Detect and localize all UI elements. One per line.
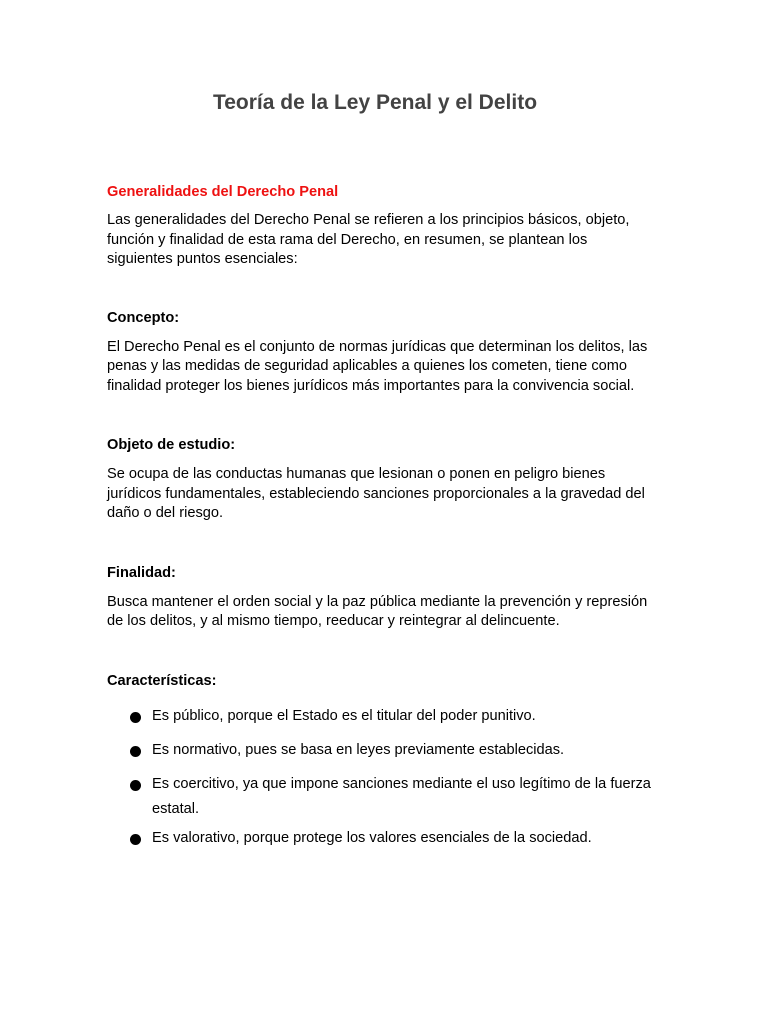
section-heading-caracteristicas: Características:: [107, 672, 217, 689]
section-heading-concepto: Concepto:: [107, 309, 180, 326]
list-item: [107, 704, 657, 729]
bullet-icon: [130, 746, 141, 757]
paragraph-concepto: El Derecho Penal es el conjunto de normas jurídicas que determinan los delitos, las penas y las medidas de seguridad aplicables a quienes los cometen, tiene como finalidad proteger los bienes jurídicos más importantes para la convivencia social.: [107, 338, 648, 394]
caracteristicas-list: [107, 704, 657, 851]
list-item-text: Es normativo, pues se basa en leyes previamente establecidas.: [152, 741, 565, 758]
section-heading-objeto: Objeto de estudio:: [107, 437, 236, 453]
bullet-icon: [130, 834, 141, 845]
section-heading-generalidades: Generalidades del Derecho Penal: [107, 184, 339, 200]
bullet-icon: [130, 780, 141, 791]
document-body: [107, 183, 657, 851]
paragraph-finalidad: Busca mantener el orden social y la paz pública mediante la prevención y represión de los delitos, y al mismo tiempo, reeducar y reintegrar al delincuente.: [107, 593, 648, 629]
document-title: Teoría de la Ley Penal y el Delito: [212, 91, 538, 114]
list-item: [107, 826, 657, 851]
section-heading-finalidad: Finalidad:: [107, 564, 176, 581]
list-item-text: Es valorativo, porque protege los valores esenciales de la sociedad.: [152, 829, 592, 846]
list-item-text: Es coercitivo, ya que impone sanciones mediante el uso legítimo de la fuerza estatal.: [152, 775, 651, 817]
list-item-text: Es público, porque el Estado es el titular del poder punitivo.: [152, 707, 536, 724]
list-item: [107, 772, 657, 822]
paragraph-generalidades: Las generalidades del Derecho Penal se refieren a los principios básicos, objeto, función y finalidad de esta rama del Derecho, en resumen, se plantean los siguientes puntos esenciales:: [107, 212, 630, 267]
paragraph-objeto: Se ocupa de las conductas humanas que lesionan o ponen en peligro bienes jurídicos fundamentales, estableciendo sanciones proporcionales a la gravedad del daño o del riesgo.: [107, 466, 645, 521]
bullet-icon: [130, 712, 141, 723]
list-item: [107, 738, 657, 763]
